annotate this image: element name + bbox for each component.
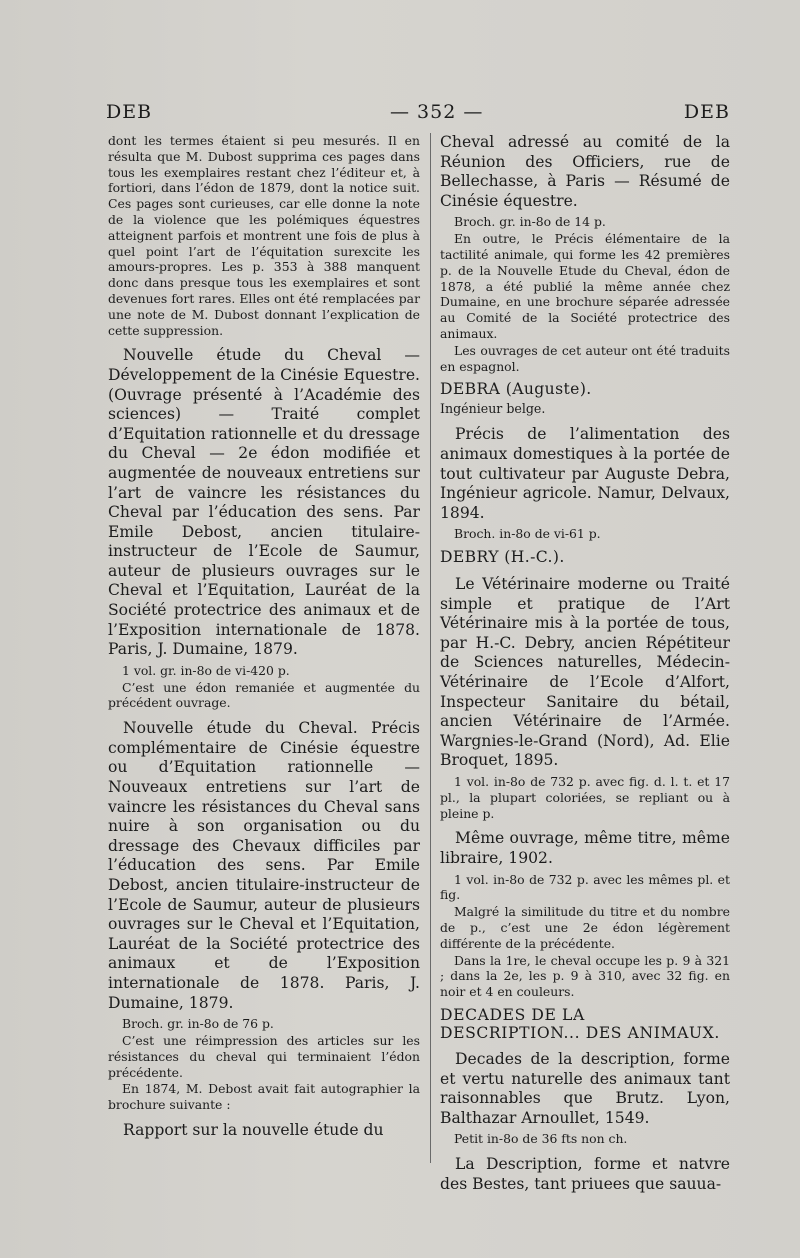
entry-note: Dans la 1re, le cheval occupe les p. 9 à 321 ; dans la 2e, les p. 9 à 310, avec 32 fig. en noir et 4 en couleurs. <box>440 952 730 1000</box>
author-heading-debra: DEBRA (Auguste). <box>440 380 592 399</box>
left-column <box>108 133 420 1168</box>
entry-title-meme-ouvrage: Même ouvrage, même titre, même libraire, 1902. <box>440 829 730 868</box>
paragraph-continuation: dont les termes étaient si peu mesurés. Il en résulta que M. Dubost supprima ces pages dans tous les exemplaires restant chez l’éditeur et, à fortiori, dans l’édon de 1879, dont la notice suit. Ces pages sont curieuses, car elle donne la note de la violence que les polémiques équestres atteignent parfois et montrent une fois de plus à quel point l’art de l’équitation surexcite les amours-propres. Les p. 353 à 388 manquent donc dans presque tous les exemplaires et sont devenues fort rares. Elles ont été remplacées par une note de M. Dubost donnant l’explication de cette suppression. <box>108 133 420 338</box>
entry-volume-info: Petit in-8o de 36 fts non ch. <box>454 1131 628 1147</box>
entry-volume-info: 1 vol. gr. in-8o de vi-420 p. <box>122 662 290 678</box>
entry-note: Malgré la similitude du titre et du nombre de p., c’est une 2e édon légèrement différente de la précédente. <box>440 904 730 951</box>
entry-title-description: La Description, forme et natvre des Bestes, tant priuees que sauua- <box>440 1155 730 1193</box>
author-heading-debry: DEBRY (H.-C.). <box>440 548 565 567</box>
entry-note: Les ouvrages de cet auteur ont été traduits en espagnol. <box>440 342 730 374</box>
header-right-word: DEB <box>683 101 730 123</box>
entry-note: En 1874, M. Debost avait fait autographier la brochure suivante : <box>108 1081 420 1113</box>
right-column <box>440 133 730 1193</box>
page-number: — 352 — <box>390 101 484 123</box>
entry-title-continuation: Cheval adressé au comité de la Réunion des Officiers, rue de Bellechasse, à Paris — Résumé de Cinésie équestre. <box>440 133 730 210</box>
entry-volume-info: 1 vol. in-8o de 732 p. avec les mêmes pl. et fig. <box>440 871 730 903</box>
entry-volume-info: Broch. gr. in-8o de 76 p. <box>122 1016 274 1032</box>
entry-volume-info: Broch. in-8o de vi-61 p. <box>454 526 601 542</box>
entry-note: C’est une édon remaniée et augmentée du précédent ouvrage. <box>108 679 420 711</box>
entry-volume-info: Broch. gr. in-8o de 14 p. <box>454 214 606 230</box>
column-divider <box>430 133 431 1163</box>
entry-title-decades: Decades de la description, forme et vertu naturelle des animaux tant raisonnables que Brutz. Lyon, Balthazar Arnoullet, 1549. <box>440 1050 730 1127</box>
entry-title-nouvelle-etude: Nouvelle étude du Cheval — Développement de la Cinésie Equestre. (Ouvrage présenté à l’Académie des sciences) — Traité complet d’Equitation rationnelle et du dressage du Cheval — 2e édon modifiée et augmentée de nouveaux entretiens sur l’art de vaincre les résistances du Cheval par l’éducation des sens. Par Emile Debost, ancien titulaire-instructeur de l’Ecole de Saumur, auteur de plusieurs ouvrages sur le Cheval et l’Equitation, Lauréat de la Société protectrice des animaux et de l’Exposition internationale de 1878. Paris, J. Dumaine, 1879. <box>108 346 420 659</box>
running-header <box>106 101 730 131</box>
anonymous-heading-decades: DECADES DE LA DESCRIPTION... DES ANIMAUX. <box>440 1006 720 1042</box>
entry-note: C’est une réimpression des articles sur les résistances du cheval qui terminaient l’édon précédente. <box>108 1032 420 1080</box>
entry-title-alimentation: Précis de l’alimentation des animaux domestiques à la portée de tout cultivateur par Auguste Debra, Ingénieur agricole. Namur, Delvaux, 1894. <box>440 425 730 522</box>
author-info: Ingénieur belge. <box>440 401 546 417</box>
entry-note: En outre, le Précis élémentaire de la tactilité animale, qui forme les 42 premières p. de la Nouvelle Etude du Cheval, édon de 1878, a été publié la même année chez Dumaine, en une brochure séparée adressée au Comité de la Société protectrice des animaux. <box>440 231 730 341</box>
header-left-word: DEB <box>106 101 153 123</box>
entry-title-veterinaire: Le Vétérinaire moderne ou Traité simple et pratique de l’Art Vétérinaire mis à la portée de tous, par H.-C. Debry, ancien Répétiteur de Sciences naturelles, Médecin-Vétérinaire de l’Ecole d’Alfort, Inspecteur Sanitaire du bétail, ancien Vétérinaire de l’Armée. Wargnies-le-Grand (Nord), Ad. Elie Broquet, 1895. <box>440 575 730 770</box>
entry-volume-info: 1 vol. in-8o de 732 p. avec fig. d. l. t. et 17 pl., la plupart coloriées, se repliant ou à pleine p. <box>440 774 730 821</box>
entry-title-rapport: Rapport sur la nouvelle étude du <box>123 1120 384 1139</box>
entry-title-precis: Nouvelle étude du Cheval. Précis complémentaire de Cinésie équestre ou d’Equitation rationnelle — Nouveaux entretiens sur l’art de vaincre les résistances du Cheval sans nuire à son organisation ou du dressage des Chevaux difficiles par l’éducation des sens. Par Emile Debost, ancien titulaire-instructeur de l’Ecole de Saumur, auteur de plusieurs ouvrages sur le Cheval et l’Equitation, Lauréat de la Société protectrice des animaux et de l’Exposition internationale de 1878. Paris, J. Dumaine, 1879. <box>108 719 420 1012</box>
